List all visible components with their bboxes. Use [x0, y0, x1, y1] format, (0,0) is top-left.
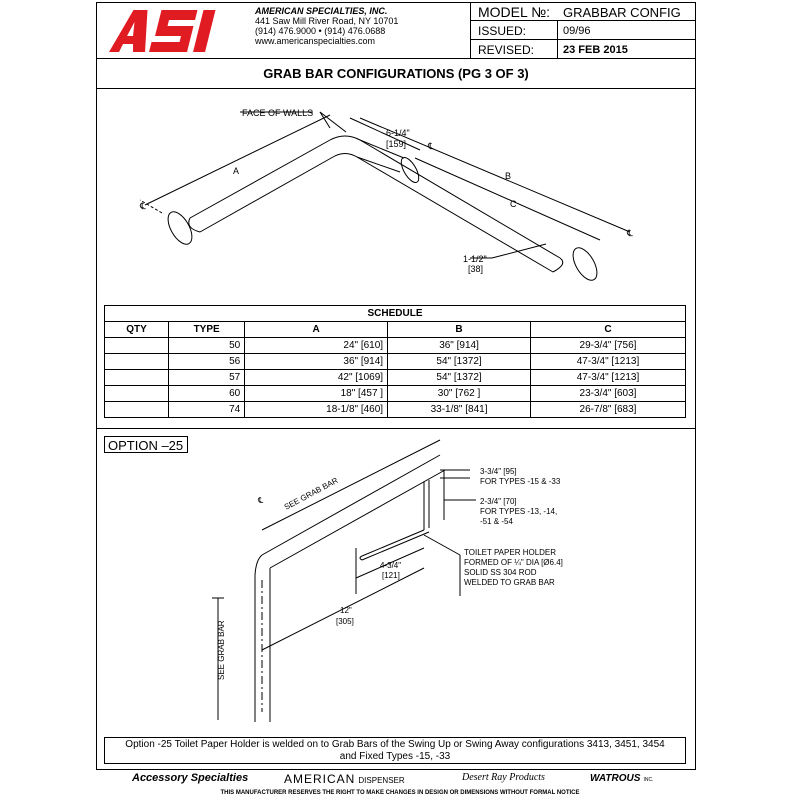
footer-disclaimer: THIS MANUFACTURER RESERVES THE RIGHT TO MAKE CHANGES IN DESIGN OR DIMENSIONS WITHOUT FORMAL NOTICE: [220, 790, 580, 796]
revised-label: REVISED:: [478, 43, 535, 57]
brand-watrous-name: WATROUS: [590, 773, 641, 784]
cell-c: 47-3/4" [1213]: [531, 370, 686, 386]
cell-type: 56: [169, 354, 245, 370]
dim2-line1: 2-3/4" [70]: [480, 497, 517, 506]
dim1-line2: FOR TYPES -15 & -33: [480, 477, 561, 486]
model-label: MODEL №:: [478, 4, 551, 20]
dim3-mm-label: [121]: [382, 571, 400, 580]
option-label: OPTION –25: [104, 436, 188, 453]
cell-type: 57: [169, 370, 245, 386]
centerline-right-label: ℄: [627, 228, 633, 238]
issued-value: 09/96: [563, 25, 591, 37]
holder-line3: SOLID SS 304 ROD: [464, 568, 537, 577]
page-title: GRAB BAR CONFIGURATIONS (PG 3 OF 3): [263, 66, 529, 81]
brand-watrous-inc: INC.: [643, 777, 654, 783]
cell-type: 60: [169, 386, 245, 402]
centerline-top-label: ℄: [428, 141, 434, 151]
cell-a: 42" [1069]: [245, 370, 388, 386]
cell-a: 18" [457 ]: [245, 386, 388, 402]
cell-c: 26-7/8" [683]: [531, 402, 686, 418]
dim-offset-label: 6-1/4": [386, 128, 410, 138]
cell-a: 24" [610]: [245, 338, 388, 354]
option-centerline-label: ℄: [258, 496, 264, 505]
col-header-type: TYPE: [169, 322, 245, 338]
caption-line2: and Fixed Types -15, -33: [339, 751, 451, 762]
company-website: www.americanspecialties.com: [255, 36, 376, 46]
caption-line1: Option -25 Toilet Paper Holder is welded on to Grab Bars of the Swing Up or Swing Away configurations 3413, 3451, 3454: [125, 739, 665, 750]
cell-c: 23-3/4" [603]: [531, 386, 686, 402]
cell-c: 29-3/4" [756]: [531, 338, 686, 354]
holder-line1: TOILET PAPER HOLDER: [464, 548, 557, 557]
dim4-mm-label: [305]: [336, 617, 354, 626]
cell-c: 47-3/4" [1213]: [531, 354, 686, 370]
cell-b: 54" [1372]: [388, 354, 531, 370]
cell-b: 54" [1372]: [388, 370, 531, 386]
issued-label: ISSUED:: [478, 24, 527, 38]
company-name: AMERICAN SPECIALTIES, INC.: [255, 6, 388, 16]
see-grab-bar-top-label: SEE GRAB BAR: [282, 475, 340, 512]
dim-dia-label: 1-1/2": [463, 254, 487, 264]
cell-a: 36" [914]: [245, 354, 388, 370]
cell-type: 50: [169, 338, 245, 354]
dim-offset-mm-label: [159]: [386, 139, 407, 149]
centerline-left-label: ℄: [140, 201, 146, 211]
brand-american: AMERICAN: [284, 772, 356, 786]
dim1-line1: 3-3/4" [95]: [480, 467, 517, 476]
brand-accessory-specialties: Accessory Specialties: [132, 772, 249, 784]
dim-c-label: C: [510, 199, 517, 209]
cell-b: 36" [914]: [388, 338, 531, 354]
col-header-a: A: [245, 322, 388, 338]
brand-dispenser: DISPENSER: [358, 776, 405, 785]
company-address: 441 Saw Mill River Road, NY 10701: [255, 16, 399, 26]
col-header-b: B: [388, 322, 531, 338]
dim-a-label: A: [233, 166, 240, 176]
option-caption: [104, 737, 686, 764]
see-grab-bar-side-label: SEE GRAB BAR: [217, 620, 226, 680]
cell-a: 18-1/8" [460]: [245, 402, 388, 418]
cell-b: 33-1/8" [841]: [388, 402, 531, 418]
revised-value: 23 FEB 2015: [563, 44, 628, 56]
dim3-label: 4-3/4": [380, 561, 402, 570]
col-header-c: C: [531, 322, 686, 338]
holder-line4: WELDED TO GRAB BAR: [464, 578, 555, 587]
cell-b: 30" [762 ]: [388, 386, 531, 402]
cell-type: 74: [169, 402, 245, 418]
dim2-line3: -51 & -54: [480, 517, 513, 526]
dim4-label: 12": [340, 606, 352, 615]
brand-american-dispenser: [284, 772, 405, 786]
schedule-title: SCHEDULE: [105, 306, 686, 322]
holder-line2: FORMED OF ¼" DIA [Ø6.4]: [464, 558, 563, 567]
brand-watrous: [590, 772, 653, 784]
dim-b-label: B: [505, 171, 512, 181]
brand-desert-ray: Desert Ray Products: [462, 772, 545, 783]
dim-dia-mm-label: [38]: [468, 264, 484, 274]
col-header-qty: QTY: [105, 322, 169, 338]
face-of-walls-label: FACE OF WALLS: [242, 108, 314, 118]
dim2-line2: FOR TYPES -13, -14,: [480, 507, 558, 516]
model-value: GRABBAR CONFIG: [563, 5, 681, 20]
company-phone: (914) 476.9000 • (914) 476.0688: [255, 26, 386, 36]
